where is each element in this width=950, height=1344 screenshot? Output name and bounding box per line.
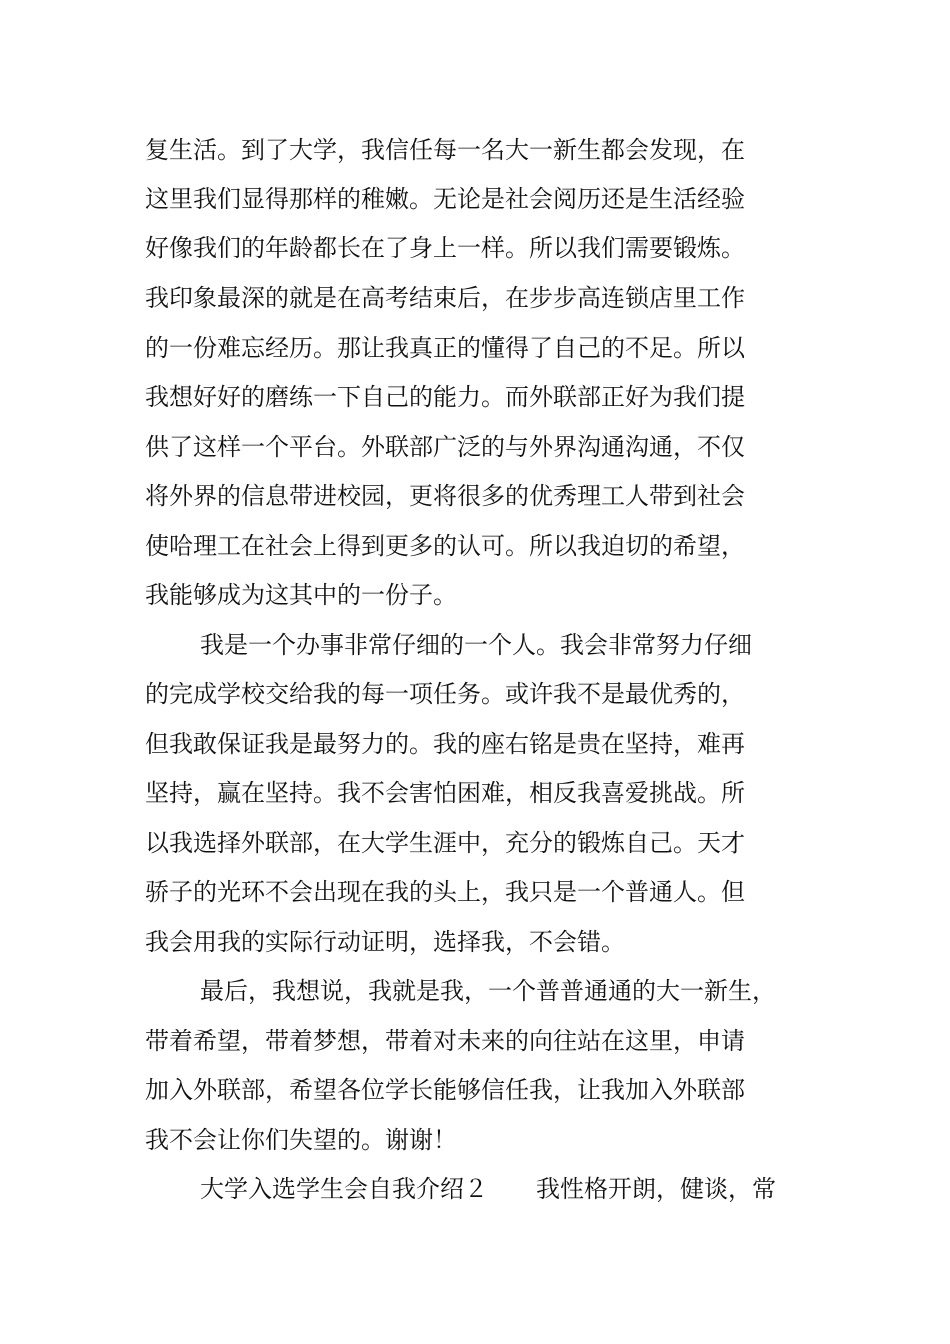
paragraph-first-line: 我是一个办事非常仔细的一个人。我会非常努力仔细 [200, 631, 752, 659]
text-line: 的完成学校交给我的每一项任务。或许我不是最优秀的， [145, 680, 745, 708]
text-line: 但我敢保证我是最努力的。我的座右铭是贵在坚持，难再 [145, 730, 745, 758]
text-line: 我能够成为这其中的一份子。 [145, 581, 457, 609]
text-line: 供了这样一个平台。外联部广泛的与外界沟通沟通，不仅 [145, 433, 745, 461]
text-line: 加入外联部，希望各位学长能够信任我，让我加入外联部 [145, 1076, 745, 1104]
text-line: 复生活。到了大学，我信任每一名大一新生都会发现，在 [145, 136, 745, 164]
text-line: 的一份难忘经历。那让我真正的懂得了自己的不足。所以 [145, 334, 745, 362]
text-line: 坚持，赢在坚持。我不会害怕困难，相反我喜爱挑战。所 [145, 779, 745, 807]
text-line: 我不会让你们失望的。谢谢！ [145, 1126, 457, 1154]
text-line: 带着希望，带着梦想，带着对未来的向往站在这里，申请 [145, 1027, 745, 1055]
text-line: 以我选择外联部，在大学生涯中，充分的锻炼自己。天才 [145, 829, 745, 857]
text-line: 我印象最深的就是在高考结束后，在步步高连锁店里工作 [145, 284, 745, 312]
text-line: 这里我们显得那样的稚嫩。无论是社会阅历还是生活经验 [145, 185, 745, 213]
text-line: 我想好好的磨练一下自己的能力。而外联部正好为我们提 [145, 383, 745, 411]
text-line: 使哈理工在社会上得到更多的认可。所以我迫切的希望， [145, 532, 745, 560]
text-line: 我会用我的实际行动证明，选择我，不会错。 [145, 928, 625, 956]
text-line: 骄子的光环不会出现在我的头上，我只是一个普通人。但 [145, 878, 745, 906]
text-line: 好像我们的年龄都长在了身上一样。所以我们需要锻炼。 [145, 234, 745, 262]
text-line: 将外界的信息带进校园，更将很多的优秀理工人带到社会 [145, 482, 745, 510]
paragraph-first-line: 最后，我想说，我就是我，一个普普通通的大一新生， [200, 977, 776, 1005]
section-heading-line: 大学入选学生会自我介绍２ 我性格开朗，健谈，常 [200, 1175, 776, 1203]
